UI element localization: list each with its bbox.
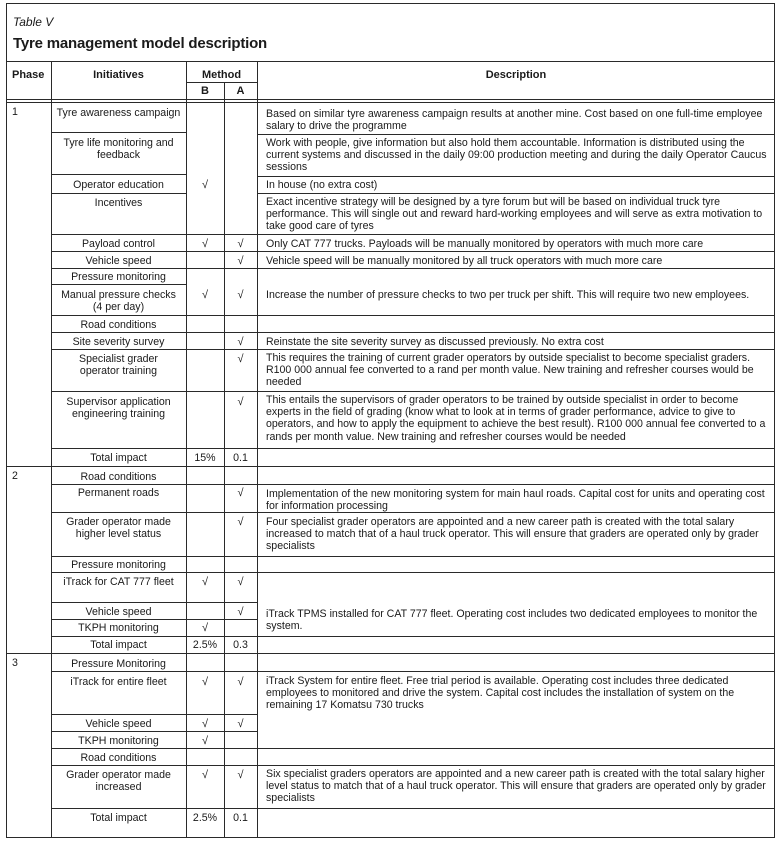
row-rule xyxy=(51,284,186,285)
initiative-label: Road conditions xyxy=(80,319,157,331)
initiative-label: Operator education xyxy=(73,179,164,191)
row-rule xyxy=(51,602,257,603)
col-divider-a xyxy=(257,61,258,838)
initiative-label: Pressure monitoring xyxy=(71,559,166,571)
row-rule xyxy=(257,134,775,135)
initiative-label: TKPH monitoring xyxy=(78,735,159,747)
header-method-a: A xyxy=(236,85,245,97)
row-rule xyxy=(257,349,775,350)
initiative-label: Permanent roads xyxy=(77,487,160,499)
row-rule xyxy=(51,448,257,449)
row-rule xyxy=(51,748,775,749)
row-rule xyxy=(51,671,775,672)
method-b-check: √ xyxy=(201,735,209,747)
initiative-label: Vehicle speed xyxy=(85,606,152,618)
initiative-label: Pressure Monitoring xyxy=(71,658,166,670)
initiative-label: Vehicle speed xyxy=(85,718,152,730)
row-rule xyxy=(51,714,257,715)
row-rule xyxy=(51,174,186,175)
initiative-label: Vehicle speed xyxy=(85,255,152,267)
method-a-check: √ xyxy=(237,487,244,499)
method-a-check: √ xyxy=(237,336,244,348)
description-text: Reinstate the site severity survey as discussed previously. No extra cost xyxy=(266,336,604,348)
initiative-label: Grader operator made higher level status xyxy=(66,516,171,541)
row-rule xyxy=(51,234,257,235)
row-rule xyxy=(51,132,186,133)
method-b-check: √ xyxy=(201,576,209,588)
row-rule xyxy=(257,251,775,252)
initiative-label: Supervisor application engineering training xyxy=(66,396,171,421)
phase-rule xyxy=(6,653,775,654)
description-text: Only CAT 777 trucks. Payloads will be manually monitored by operators with much more care xyxy=(266,238,704,250)
row-rule xyxy=(51,619,257,620)
method-a-check: √ xyxy=(237,255,244,267)
total-impact-a: 0.1 xyxy=(233,452,248,464)
initiative-label: Incentives xyxy=(94,197,143,209)
method-b-check: √ xyxy=(201,769,209,781)
row-rule xyxy=(257,234,775,235)
initiative-label: Grader operator made increased xyxy=(66,769,171,794)
row-rule xyxy=(257,268,775,269)
description-text: Increase the number of pressure checks to two per truck per shift. This will require two new employees. xyxy=(266,289,750,301)
row-rule xyxy=(51,572,775,573)
row-rule xyxy=(257,448,775,449)
row-rule xyxy=(51,556,775,557)
initiative-label: Manual pressure checks (4 per day) xyxy=(61,289,176,314)
method-b-check: √ xyxy=(201,179,209,191)
method-a-check: √ xyxy=(237,396,244,408)
description-text: Six specialist graders operators are appointed and a new career path is created with the total salary higher level status to match that of a haul truck operator. This will ensure that graders are operated only by grader specialists xyxy=(266,768,766,805)
header-method-b: B xyxy=(201,85,209,97)
row-rule xyxy=(257,391,775,392)
phase-number: 2 xyxy=(12,470,18,482)
row-rule xyxy=(51,731,257,732)
method-b-check: √ xyxy=(201,289,209,301)
initiative-label: Site severity survey xyxy=(72,336,165,348)
row-rule xyxy=(51,251,257,252)
description-text: Vehicle speed will be manually monitored by all truck operators with much more care xyxy=(266,255,663,267)
description-text: Based on similar tyre awareness campaign results at another mine. Cost based on one full-time employee salary to drive the programme xyxy=(266,108,763,133)
row-rule xyxy=(257,315,775,316)
row-rule xyxy=(51,484,775,485)
row-rule xyxy=(51,315,257,316)
total-impact-label: Total impact xyxy=(90,452,147,464)
initiative-label: TKPH monitoring xyxy=(78,622,159,634)
row-rule xyxy=(51,808,775,809)
method-a-check: √ xyxy=(237,353,244,365)
phase-rule xyxy=(6,466,775,467)
description-text: Implementation of the new monitoring system for main haul roads. Capital cost for units and operating cost for information processing xyxy=(266,488,765,513)
initiative-label: Road conditions xyxy=(80,471,157,483)
row-rule xyxy=(51,391,257,392)
method-b-check: √ xyxy=(201,676,209,688)
method-b-check: √ xyxy=(201,622,209,634)
table-title: Tyre management model description xyxy=(13,35,268,52)
description-text: This requires the training of current grader operators by outside specialist to become specialist graders. R100 000 annual fee converted to a rand per month value. New training and refresher courses would be needed xyxy=(266,352,754,389)
row-rule xyxy=(51,268,257,269)
description-text: This entails the supervisors of grader operators to be trained by outside specialist in order to become experts in the field of grading (know what to look at in terms of grader performance, advice to give to operators, and how to apply the equipment to achieve the best result). R100 000 annual fee converted to a rands per month value. New training and refresher courses would be needed xyxy=(266,394,766,443)
header-method: Method xyxy=(201,69,242,81)
initiative-label: Specialist grader operator training xyxy=(79,353,158,378)
description-text: Work with people, give information but also hold them accountable. Information is distributed using the current systems and discussed in the daily 09:00 production meeting and during the daily Operator Caucus sessions xyxy=(266,137,767,174)
phase-number: 1 xyxy=(12,106,18,118)
method-a-check: √ xyxy=(237,576,244,588)
total-impact-b: 2.5% xyxy=(192,812,218,824)
method-a-check: √ xyxy=(237,718,244,730)
header-bottom-rule-2 xyxy=(6,102,775,103)
row-rule xyxy=(257,176,775,177)
method-subheader-rule xyxy=(186,82,257,83)
phase-number: 3 xyxy=(12,657,18,669)
table-caption: Table V xyxy=(13,15,54,29)
description-text: iTrack TPMS installed for CAT 777 fleet. Operating cost includes two dedicated employees to monitor the system. xyxy=(266,608,758,633)
row-rule xyxy=(257,332,775,333)
initiative-label: Payload control xyxy=(81,238,156,250)
initiative-label: Tyre awareness campaign xyxy=(56,107,181,119)
description-text: Exact incentive strategy will be designed by a tyre forum but will be based on individual truck tyre performance. This will single out and reward hard-working employees and will serve as extra motivation to take good care of tyres xyxy=(266,196,763,233)
row-rule xyxy=(51,765,775,766)
method-a-check: √ xyxy=(237,289,244,301)
method-b-check: √ xyxy=(201,238,209,250)
initiative-label: iTrack for entire fleet xyxy=(70,676,167,688)
row-rule xyxy=(51,349,257,350)
header-phase: Phase xyxy=(12,69,45,81)
initiative-label: Pressure monitoring xyxy=(71,271,166,283)
row-rule xyxy=(257,193,775,194)
header-initiatives: Initiatives xyxy=(93,69,144,81)
initiative-label: iTrack for CAT 777 fleet xyxy=(63,576,174,588)
initiative-label: Tyre life monitoring and feedback xyxy=(63,137,174,162)
method-a-check: √ xyxy=(237,676,244,688)
method-a-check: √ xyxy=(237,238,244,250)
header-bottom-rule xyxy=(6,99,775,100)
method-a-check: √ xyxy=(237,516,244,528)
total-impact-a: 0.1 xyxy=(233,812,248,824)
row-rule xyxy=(51,636,775,637)
header-top-rule xyxy=(6,61,775,62)
row-rule xyxy=(51,332,257,333)
method-a-check: √ xyxy=(237,606,244,618)
total-impact-label: Total impact xyxy=(90,812,147,824)
description-text: iTrack System for entire fleet. Free trial period is available. Operating cost includes three dedicated employees to monitored and drive the system. Capital cost includes the installation of system on the remaining 17 Komatsu 730 trucks xyxy=(266,675,735,712)
total-impact-b: 2.5% xyxy=(192,639,218,651)
row-rule xyxy=(51,193,186,194)
method-a-check: √ xyxy=(237,769,244,781)
method-b-check: √ xyxy=(201,718,209,730)
total-impact-label: Total impact xyxy=(90,639,147,651)
description-text: Four specialist grader operators are appointed and a new career path is created with the total salary increased to match that of a haul truck operator. This will ensure that graders are operated only by grader specialists xyxy=(266,516,759,553)
description-text: In house (no extra cost) xyxy=(266,179,378,191)
initiative-label: Road conditions xyxy=(80,752,157,764)
header-description: Description xyxy=(485,69,547,81)
total-impact-b: 15% xyxy=(194,452,216,464)
total-impact-a: 0.3 xyxy=(233,639,248,651)
